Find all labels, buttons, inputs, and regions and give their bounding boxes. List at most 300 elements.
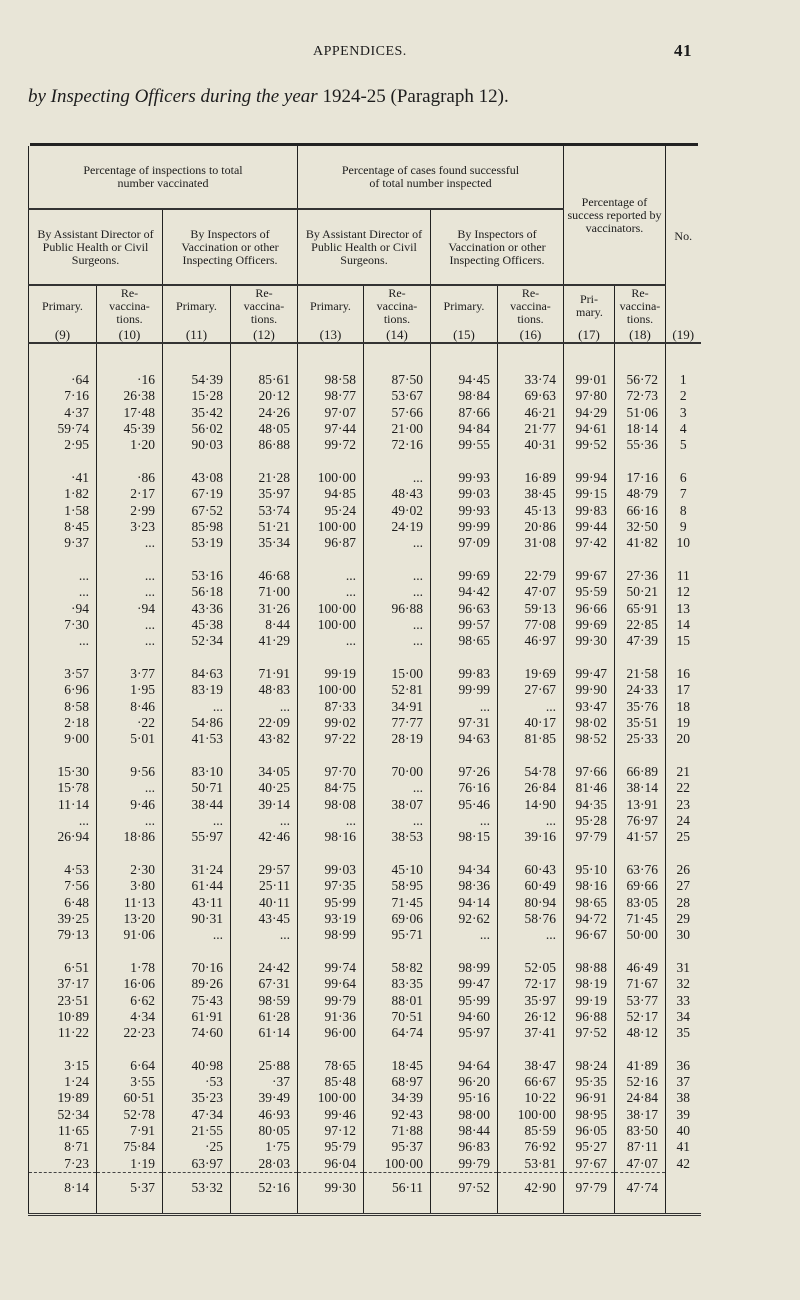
table-cell: 98·99 [431, 960, 498, 976]
spacer-row [29, 343, 701, 372]
table-cell: 99·69 [431, 568, 498, 584]
table-cell: 71·67 [615, 976, 666, 992]
table-cell: 13·91 [615, 797, 666, 813]
row-number: 14 [666, 617, 701, 633]
table-cell: 96·05 [564, 1123, 615, 1139]
table-cell: 87·50 [364, 372, 431, 388]
table-cell: 34·91 [364, 699, 431, 715]
table-cell: 35·97 [231, 486, 298, 502]
table-cell: 47·39 [615, 633, 666, 649]
row-number: 6 [666, 470, 701, 486]
table-cell: 75·84 [97, 1139, 163, 1155]
row-number: 8 [666, 503, 701, 519]
row-number: 27 [666, 878, 701, 894]
table-cell: 34·05 [231, 764, 298, 780]
table-cell: 59·74 [29, 421, 97, 437]
table-cell: ... [498, 927, 564, 943]
table-cell: ... [97, 633, 163, 649]
table-cell: 56·18 [163, 584, 231, 600]
table-cell: 95·37 [364, 1139, 431, 1155]
total-cell: 97·79 [564, 1172, 615, 1203]
row-number: 32 [666, 976, 701, 992]
table-cell: ... [364, 584, 431, 600]
table-cell: 61·28 [231, 1009, 298, 1025]
table-cell: 7·30 [29, 617, 97, 633]
table-cell: 94·29 [564, 405, 615, 421]
table-cell: 100·00 [298, 601, 364, 617]
table-cell: 21·00 [364, 421, 431, 437]
table-cell: 97·26 [431, 764, 498, 780]
row-number: 22 [666, 780, 701, 796]
table-cell: 21·58 [615, 666, 666, 682]
table-cell: 35·76 [615, 699, 666, 715]
table-cell: 38·17 [615, 1107, 666, 1123]
table-cell: 1·19 [97, 1156, 163, 1173]
table-cell: 13·20 [97, 911, 163, 927]
table-cell: 25·33 [615, 731, 666, 747]
row-number: 39 [666, 1107, 701, 1123]
table-cell: 60·51 [97, 1090, 163, 1106]
table-cell: 15·00 [364, 666, 431, 682]
table-row [29, 584, 701, 600]
table-cell: 94·60 [431, 1009, 498, 1025]
row-number: 15 [666, 633, 701, 649]
table-cell: 6·96 [29, 682, 97, 698]
table-cell: 96·66 [564, 601, 615, 617]
table-cell: 71·45 [615, 911, 666, 927]
table-cell: 43·11 [163, 895, 231, 911]
table-cell: 51·21 [231, 519, 298, 535]
table-cell: ·22 [97, 715, 163, 731]
table-cell: 43·45 [231, 911, 298, 927]
table-cell: ... [163, 699, 231, 715]
statistics-table [28, 146, 701, 1216]
table-cell: 96·04 [298, 1156, 364, 1173]
table-cell: 11·14 [29, 797, 97, 813]
table-cell: 96·88 [564, 1009, 615, 1025]
table-cell: ... [29, 584, 97, 600]
header-group-inspections: Percentage of inspections to total number vaccinated [29, 146, 298, 209]
table-row [29, 731, 701, 747]
table-cell: 74·60 [163, 1025, 231, 1041]
table-cell: 22·23 [97, 1025, 163, 1041]
table-cell: 99·03 [431, 486, 498, 502]
total-cell: 56·11 [364, 1172, 431, 1203]
header-primary: Primary. [29, 285, 97, 326]
table-cell: 43·36 [163, 601, 231, 617]
table-cell: 42·46 [231, 829, 298, 845]
table-cell: 39·14 [231, 797, 298, 813]
header-revaccinations: Re-vaccina-tions. [615, 285, 666, 326]
table-cell: 99·94 [564, 470, 615, 486]
table-cell: ... [163, 813, 231, 829]
table-cell: 21·77 [498, 421, 564, 437]
table-cell: 16·06 [97, 976, 163, 992]
table-cell: 85·48 [298, 1074, 364, 1090]
table-cell: 69·63 [498, 388, 564, 404]
table-cell: 98·99 [298, 927, 364, 943]
table-cell: 97·09 [431, 535, 498, 551]
table-row [29, 405, 701, 421]
table-cell: 38·45 [498, 486, 564, 502]
total-cell: 99·30 [298, 1172, 364, 1203]
table-cell: 52·16 [615, 1074, 666, 1090]
table-cell: 72·73 [615, 388, 666, 404]
table-cell: 83·05 [615, 895, 666, 911]
table-cell: 100·00 [298, 617, 364, 633]
table-cell: 95·28 [564, 813, 615, 829]
table-cell: 33·74 [498, 372, 564, 388]
table-cell: 4·34 [97, 1009, 163, 1025]
table-row [29, 797, 701, 813]
table-cell: 37·41 [498, 1025, 564, 1041]
table-cell: ... [97, 617, 163, 633]
table-cell: 3·23 [97, 519, 163, 535]
table-cell: 98·36 [431, 878, 498, 894]
table-cell: 61·14 [231, 1025, 298, 1041]
table-cell: 99·30 [564, 633, 615, 649]
table-cell: 53·77 [615, 993, 666, 1009]
table-cell: 47·34 [163, 1107, 231, 1123]
table-cell: 97·12 [298, 1123, 364, 1139]
table-cell: 76·97 [615, 813, 666, 829]
table-cell: 56·72 [615, 372, 666, 388]
table-cell: 40·31 [498, 437, 564, 453]
table-cell: 46·97 [498, 633, 564, 649]
table-row [29, 715, 701, 731]
table-row [29, 421, 701, 437]
header-adph-success: By Assistant Director of Public Health or Civil Surgeons. [298, 209, 431, 285]
table-header [29, 146, 701, 343]
table-row [29, 895, 701, 911]
title-suffix: 1924-25 (Paragraph 12). [322, 86, 509, 107]
spacer-row [29, 1041, 701, 1058]
spacer-row [29, 551, 701, 568]
table-cell: 99·44 [564, 519, 615, 535]
table-row [29, 682, 701, 698]
table-cell: 89·26 [163, 976, 231, 992]
table-cell: 21·55 [163, 1123, 231, 1139]
table-cell: 98·44 [431, 1123, 498, 1139]
row-number: 23 [666, 797, 701, 813]
total-cell: 52·16 [231, 1172, 298, 1203]
table-cell: 70·51 [364, 1009, 431, 1025]
header-revaccinations: Re-vaccina-tions. [97, 285, 163, 326]
table-cell: 98·02 [564, 715, 615, 731]
table-cell: 7·23 [29, 1156, 97, 1173]
table-cell: 4·37 [29, 405, 97, 421]
row-number: 29 [666, 911, 701, 927]
table-cell: 1·20 [97, 437, 163, 453]
table-cell: 1·75 [231, 1139, 298, 1155]
row-number: 37 [666, 1074, 701, 1090]
table-cell: 94·45 [431, 372, 498, 388]
table-cell: 53·19 [163, 535, 231, 551]
table-cell: 95·35 [564, 1074, 615, 1090]
table-cell: 39·49 [231, 1090, 298, 1106]
table-cell: 95·99 [298, 895, 364, 911]
table-cell: 97·22 [298, 731, 364, 747]
table-cell: 10·22 [498, 1090, 564, 1106]
table-cell: ·16 [97, 372, 163, 388]
table-cell: 37·17 [29, 976, 97, 992]
table-cell: 41·89 [615, 1058, 666, 1074]
table-cell: 38·47 [498, 1058, 564, 1074]
table-cell: 81·85 [498, 731, 564, 747]
table-row [29, 976, 701, 992]
table-cell: ... [298, 568, 364, 584]
header-primary: Primary. [431, 285, 498, 326]
table-cell: 24·84 [615, 1090, 666, 1106]
table-cell: 49·02 [364, 503, 431, 519]
table-cell: 48·43 [364, 486, 431, 502]
table-cell: 79·13 [29, 927, 97, 943]
table-cell: ·94 [97, 601, 163, 617]
spacer-row [29, 649, 701, 666]
table-cell: 21·28 [231, 470, 298, 486]
row-number: 9 [666, 519, 701, 535]
table-cell: 46·49 [615, 960, 666, 976]
table-cell: 65·91 [615, 601, 666, 617]
table-cell: 99·57 [431, 617, 498, 633]
table-cell: 5·01 [97, 731, 163, 747]
table-cell: 10·89 [29, 1009, 97, 1025]
table-cell: 58·95 [364, 878, 431, 894]
table-cell: 50·00 [615, 927, 666, 943]
table-cell: 18·45 [364, 1058, 431, 1074]
table-cell: 80·05 [231, 1123, 298, 1139]
table-cell: 48·05 [231, 421, 298, 437]
table-cell: 6·62 [97, 993, 163, 1009]
table-cell: 92·62 [431, 911, 498, 927]
table-cell: 100·00 [298, 470, 364, 486]
table-cell: 11·13 [97, 895, 163, 911]
table-cell: 71·00 [231, 584, 298, 600]
table-cell: 35·42 [163, 405, 231, 421]
table-cell: 96·67 [564, 927, 615, 943]
table-cell: 98·08 [298, 797, 364, 813]
table-row [29, 1090, 701, 1106]
table-cell: 28·19 [364, 731, 431, 747]
table-cell: 3·80 [97, 878, 163, 894]
table-cell: 94·72 [564, 911, 615, 927]
table-cell: 99·93 [431, 470, 498, 486]
table-cell: 22·85 [615, 617, 666, 633]
table-cell: 46·21 [498, 405, 564, 421]
row-number: 28 [666, 895, 701, 911]
table-cell: 17·16 [615, 470, 666, 486]
table-cell: 87·33 [298, 699, 364, 715]
table-cell: 23·51 [29, 993, 97, 1009]
header-primary-short: Pri-mary. [564, 285, 615, 326]
table-cell: 45·39 [97, 421, 163, 437]
table-cell: 60·49 [498, 878, 564, 894]
table-cell: 99·79 [298, 993, 364, 1009]
table-cell: 66·16 [615, 503, 666, 519]
table-cell: 35·97 [498, 993, 564, 1009]
table-cell: 9·00 [29, 731, 97, 747]
table-cell: 99·67 [564, 568, 615, 584]
table-cell: 54·86 [163, 715, 231, 731]
table-cell: 26·94 [29, 829, 97, 845]
table-cell: 3·57 [29, 666, 97, 682]
table-cell: 70·16 [163, 960, 231, 976]
table-cell: ... [163, 927, 231, 943]
table-cell: 9·46 [97, 797, 163, 813]
row-number: 19 [666, 715, 701, 731]
table-cell: ·25 [163, 1139, 231, 1155]
table-cell: 40·98 [163, 1058, 231, 1074]
table-cell: 24·19 [364, 519, 431, 535]
table-cell: 90·31 [163, 911, 231, 927]
table-cell: 98·52 [564, 731, 615, 747]
table-cell: 63·76 [615, 862, 666, 878]
table-cell: 98·16 [298, 829, 364, 845]
table-cell: 95·97 [431, 1025, 498, 1041]
table-cell: 38·14 [615, 780, 666, 796]
table-cell: 77·77 [364, 715, 431, 731]
table-row [29, 666, 701, 682]
table-cell: 99·55 [431, 437, 498, 453]
table-cell: 94·34 [431, 862, 498, 878]
table-cell: 19·89 [29, 1090, 97, 1106]
table-cell: 8·44 [231, 617, 298, 633]
table-cell: 93·19 [298, 911, 364, 927]
table-cell: 97·66 [564, 764, 615, 780]
table-cell: 100·00 [298, 682, 364, 698]
row-number: 13 [666, 601, 701, 617]
table-cell: 31·26 [231, 601, 298, 617]
table-cell: 2·17 [97, 486, 163, 502]
row-number: 20 [666, 731, 701, 747]
table-cell: ... [364, 633, 431, 649]
table-cell: 52·34 [29, 1107, 97, 1123]
column-number: (13) [298, 326, 364, 343]
table-title [28, 86, 509, 108]
table-cell: 99·79 [431, 1156, 498, 1173]
table-cell: ... [298, 633, 364, 649]
table-cell: 85·98 [163, 519, 231, 535]
table-cell: 72·17 [498, 976, 564, 992]
table-cell: 54·78 [498, 764, 564, 780]
table-row [29, 617, 701, 633]
table-cell: 57·66 [364, 405, 431, 421]
row-number: 10 [666, 535, 701, 551]
row-number: 18 [666, 699, 701, 715]
table-cell: 72·16 [364, 437, 431, 453]
row-number: 35 [666, 1025, 701, 1041]
table-cell: 67·19 [163, 486, 231, 502]
header-adph-inspections: By Assistant Director of Public Health or Civil Surgeons. [29, 209, 163, 285]
table-cell: 69·66 [615, 878, 666, 894]
table-cell: ·37 [231, 1074, 298, 1090]
table-cell: 96·00 [298, 1025, 364, 1041]
table-cell: 7·91 [97, 1123, 163, 1139]
table-cell: 11·65 [29, 1123, 97, 1139]
table-cell: 64·74 [364, 1025, 431, 1041]
table-cell: 26·12 [498, 1009, 564, 1025]
table-row [29, 1074, 701, 1090]
header-inspectors-inspections: By Inspectors of Vaccination or other Inspecting Officers. [163, 209, 298, 285]
table-cell: 98·59 [231, 993, 298, 1009]
table-cell: 95·59 [564, 584, 615, 600]
table-cell: 99·03 [298, 862, 364, 878]
table-cell: 61·91 [163, 1009, 231, 1025]
total-row [29, 1172, 701, 1203]
column-number: (12) [231, 326, 298, 343]
table-cell: 48·83 [231, 682, 298, 698]
table-cell: 39·16 [498, 829, 564, 845]
table-cell: 99·99 [431, 519, 498, 535]
table-cell: 2·18 [29, 715, 97, 731]
table-cell: 94·61 [564, 421, 615, 437]
table-cell: 1·78 [97, 960, 163, 976]
table-cell: 2·99 [97, 503, 163, 519]
table-cell: 67·31 [231, 976, 298, 992]
table-cell: 94·42 [431, 584, 498, 600]
table-row [29, 601, 701, 617]
table-cell: 99·47 [431, 976, 498, 992]
table-cell: ... [97, 568, 163, 584]
table-cell: 99·93 [431, 503, 498, 519]
table-cell: 40·17 [498, 715, 564, 731]
table-cell: 92·43 [364, 1107, 431, 1123]
table-cell: 11·22 [29, 1025, 97, 1041]
row-number: 30 [666, 927, 701, 943]
table-cell: ... [364, 617, 431, 633]
table-cell: 98·84 [431, 388, 498, 404]
row-number: 24 [666, 813, 701, 829]
spacer-row [29, 453, 701, 470]
row-number: 12 [666, 584, 701, 600]
table-cell: 1·95 [97, 682, 163, 698]
table-cell: 31·24 [163, 862, 231, 878]
row-number: 25 [666, 829, 701, 845]
header-primary: Primary. [163, 285, 231, 326]
table-cell: 35·34 [231, 535, 298, 551]
table-cell: 59·13 [498, 601, 564, 617]
table-cell: 45·13 [498, 503, 564, 519]
table-cell: 16·89 [498, 470, 564, 486]
table-cell: 95·71 [364, 927, 431, 943]
table-cell: 70·00 [364, 764, 431, 780]
table-cell: ·86 [97, 470, 163, 486]
table-row [29, 1156, 701, 1173]
spacer-row [29, 747, 701, 764]
column-number: (18) [615, 326, 666, 343]
table-row [29, 829, 701, 845]
table-cell: 6·64 [97, 1058, 163, 1074]
table-cell: 25·11 [231, 878, 298, 894]
table-cell: 98·95 [564, 1107, 615, 1123]
table-cell: 18·86 [97, 829, 163, 845]
table-row [29, 388, 701, 404]
table-cell: 91·06 [97, 927, 163, 943]
table-cell: 26·84 [498, 780, 564, 796]
table-cell: 52·05 [498, 960, 564, 976]
table-cell: 97·07 [298, 405, 364, 421]
table-cell: 99·47 [564, 666, 615, 682]
table-cell: 84·63 [163, 666, 231, 682]
table-cell: 47·07 [498, 584, 564, 600]
table-cell: 19·69 [498, 666, 564, 682]
column-number: (19) [666, 326, 701, 343]
column-number: (11) [163, 326, 231, 343]
table-cell: 47·07 [615, 1156, 666, 1173]
table-cell: ... [364, 568, 431, 584]
table-cell: 56·02 [163, 421, 231, 437]
table-cell: 66·67 [498, 1074, 564, 1090]
